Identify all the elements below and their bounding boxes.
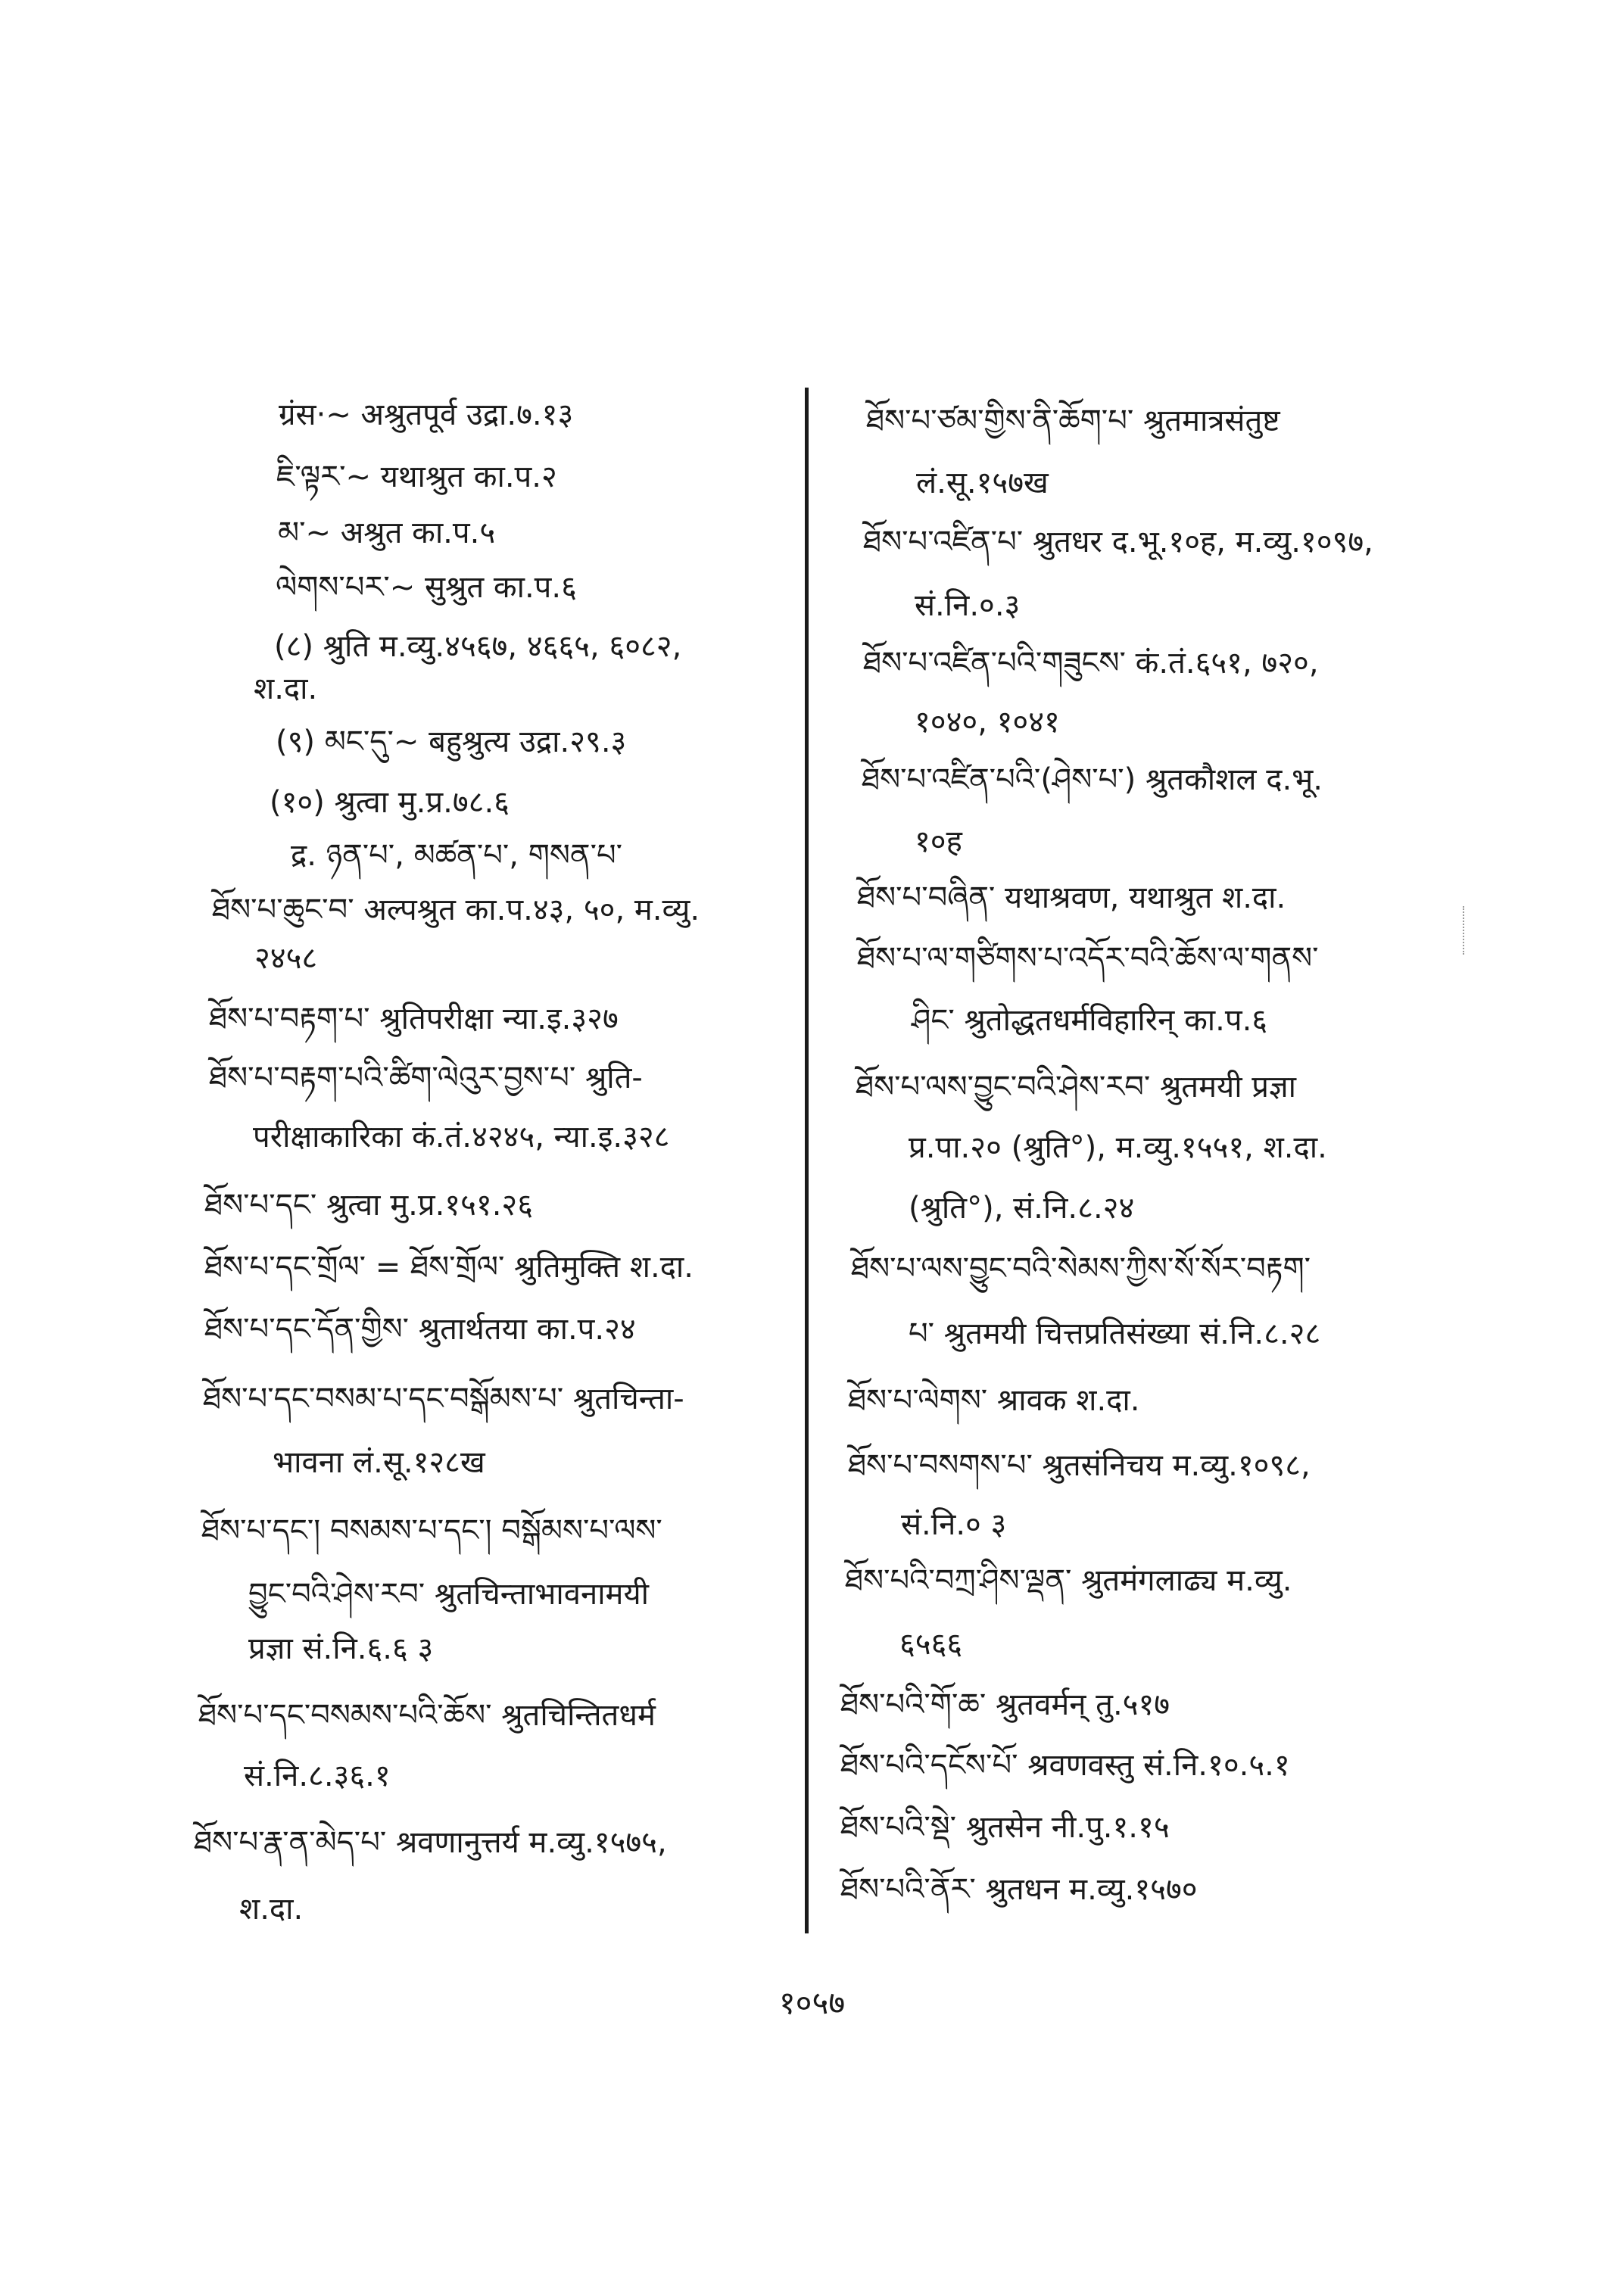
entry-line: ཐོས་པ་བརྟག་པ་ श्रुतिपरीक्षा न्या.इ.३२७ xyxy=(209,1002,619,1036)
entry-line: ཐོས་པ་ལེགས་ श्रावक श.दा. xyxy=(848,1383,1140,1418)
column-divider xyxy=(805,388,809,1933)
entry-line: (श्रुति°), सं.नि.८.२४ xyxy=(909,1191,1135,1226)
entry-line: (१०) श्रुत्वा मु.प्र.७८.६ xyxy=(270,785,510,820)
entry-line: ཐོས་པ་བཞིན་ यथाश्रवण, यथाश्रुत श.दा. xyxy=(857,880,1286,915)
entry-line: श.दा. xyxy=(239,1892,304,1927)
entry-line: ཐོས་པ་རྣ་ན་མེད་པ་ श्रवणानुत्तर्य म.व्यु.१५७५, xyxy=(194,1825,667,1860)
entry-line: བྱུང་བའི་ཤེས་རབ་ श्रुतचिन्ताभावनामयी xyxy=(248,1577,650,1612)
entry-line: ཐོས་པའི་དངོས་པོ་ श्रवणवस्तु सं.नि.१०.५.१ xyxy=(840,1748,1290,1783)
entry-line: ཐོས་པ་ལ་གཙིགས་པ་འདོར་བའི་ཆོས་ལ་གནས་ xyxy=(857,941,1319,976)
entry-line: ཐོས་པ་ཆུང་བ་ अल्पश्रुत का.प.४३, ५०, म.व्यु. xyxy=(212,893,700,927)
entry-line: भावना लं.सू.१२८ख xyxy=(273,1445,485,1480)
entry-line: ཐོས་པ་བརྟག་པའི་ཚིག་ལེའུར་བྱས་པ་ श्रुति- xyxy=(209,1061,643,1095)
entry-line: མ་~ अश्रुत का.प.५ xyxy=(278,516,496,550)
entry-line: ६५६६ xyxy=(899,1627,963,1662)
entry-line: ཐོས་པ་འཛིན་པའི་གཟུངས་ कं.तं.६५१, ७२०, xyxy=(863,646,1319,681)
entry-line: ཐོས་པ་དང་བསམས་པའི་ཆོས་ श्रुतचिन्तितधर्म xyxy=(198,1698,656,1733)
scan-mark xyxy=(1463,906,1466,955)
entry-line: परीक्षाकारिका कं.तं.४२४५, न्या.इ.३२८ xyxy=(253,1120,670,1154)
entry-line: ཐོས་པ་ལས་བྱུང་བའི་ཤེས་རབ་ श्रुतमयी प्रज्ञा xyxy=(856,1070,1297,1104)
entry-line: सं.नि.८.३६.१ xyxy=(244,1759,391,1793)
entry-line: श.दा. xyxy=(254,671,318,706)
page-number: १०५७ xyxy=(778,1984,846,2021)
entry-line: ཐོས་པའི་བཀྲ་ཤིས་ལྡན་ श्रुतमंगलाढ्य म.व्यु. xyxy=(845,1563,1292,1598)
entry-line: १०४०, १०४१ xyxy=(915,705,1060,740)
entry-line: ཐོས་པ་དང་གྲོལ་ = ཐོས་གྲོལ་ श्रुतिमुक्ति श.दा. xyxy=(204,1250,694,1285)
entry-line: པ་ श्रुतमयी चित्तप्रतिसंख्या सं.नि.८.२८ xyxy=(909,1316,1321,1351)
entry-line: द्र. ཉན་པ་, མཚན་པ་, གསན་པ་ xyxy=(291,838,623,873)
entry-line: प्र.पा.२० (श्रुति°), म.व्यु.१५५१, श.दा. xyxy=(909,1130,1327,1165)
entry-line: ཐོས་པ་ཙམ་གྱིས་ནི་ཆོག་པ་ श्रुतमात्रसंतुष्ट xyxy=(866,403,1280,438)
entry-line: २४५८ xyxy=(254,941,318,976)
entry-line: सं.नि.०.३ xyxy=(915,588,1021,623)
entry-line: सं.नि.० ३ xyxy=(901,1507,1007,1542)
entry-line: ཐོས་པ་འཛིན་པའི་(ཤེས་པ་) श्रुतकौशल द.भू. xyxy=(862,762,1323,797)
entry-line: ཐོས་པ་ལས་བྱུང་བའི་སེམས་ཀྱིས་སོ་སོར་བརྟག་ xyxy=(851,1251,1311,1286)
entry-line: ཐོས་པའི་སྡེ་ श्रुतसेन नी.पु.१.१५ xyxy=(840,1810,1170,1845)
entry-line: ལེགས་པར་~ सुश्रुत का.प.६ xyxy=(276,570,577,605)
entry-line: ग्रंस·~ अश्रुतपूर्व उद्रा.७.१३ xyxy=(279,397,574,432)
entry-line: ཤིང་ श्रुतोद्धतधर्मविहारिन् का.प.६ xyxy=(912,1003,1268,1038)
entry-line: ཐོས་པ་འཛིན་པ་ श्रुतधर द.भू.१०ह, म.व्यु.१०९७, xyxy=(863,525,1373,559)
entry-line: ཐོས་པ་དང་བསམ་པ་དང་བསྒོམས་པ་ श्रुतचिन्ता- xyxy=(203,1382,684,1416)
entry-line: (९) མང་དུ་~ बहुश्रुत्य उद्रा.२९.३ xyxy=(276,724,627,759)
entry-line: ཐོས་པའི་གོ་ཆ་ श्रुतवर्मन् तु.५१७ xyxy=(840,1687,1170,1722)
entry-line: ཐོས་པ་དང་། བསམས་པ་དང་། བསྒོམས་པ་ལས་ xyxy=(201,1513,662,1548)
entry-line: ཐོས་པ་དང་ श्रुत्वा मु.प्र.१५१.२६ xyxy=(204,1188,534,1223)
entry-line: १०ह xyxy=(915,824,962,859)
entry-line: ཐོས་པ་བསགས་པ་ श्रुतसंनिचय म.व्यु.१०९८, xyxy=(848,1448,1311,1483)
entry-line: (८) श्रुति म.व्यु.४५६७, ४६६५, ६०८२, xyxy=(274,629,682,664)
entry-line: ཇི་ལྟར་~ यथाश्रुत का.प.२ xyxy=(276,460,557,494)
entry-line: ཐོས་པའི་ནོར་ श्रुतधन म.व्यु.१५७० xyxy=(840,1872,1198,1907)
entry-line: प्रज्ञा सं.नि.६.६ ३ xyxy=(248,1631,434,1666)
entry-line: लं.सू.१५७ख xyxy=(916,466,1049,500)
entry-line: ཐོས་པ་དང་དོན་གྱིས་ श्रुतार्थतया का.प.२४ xyxy=(204,1312,636,1347)
